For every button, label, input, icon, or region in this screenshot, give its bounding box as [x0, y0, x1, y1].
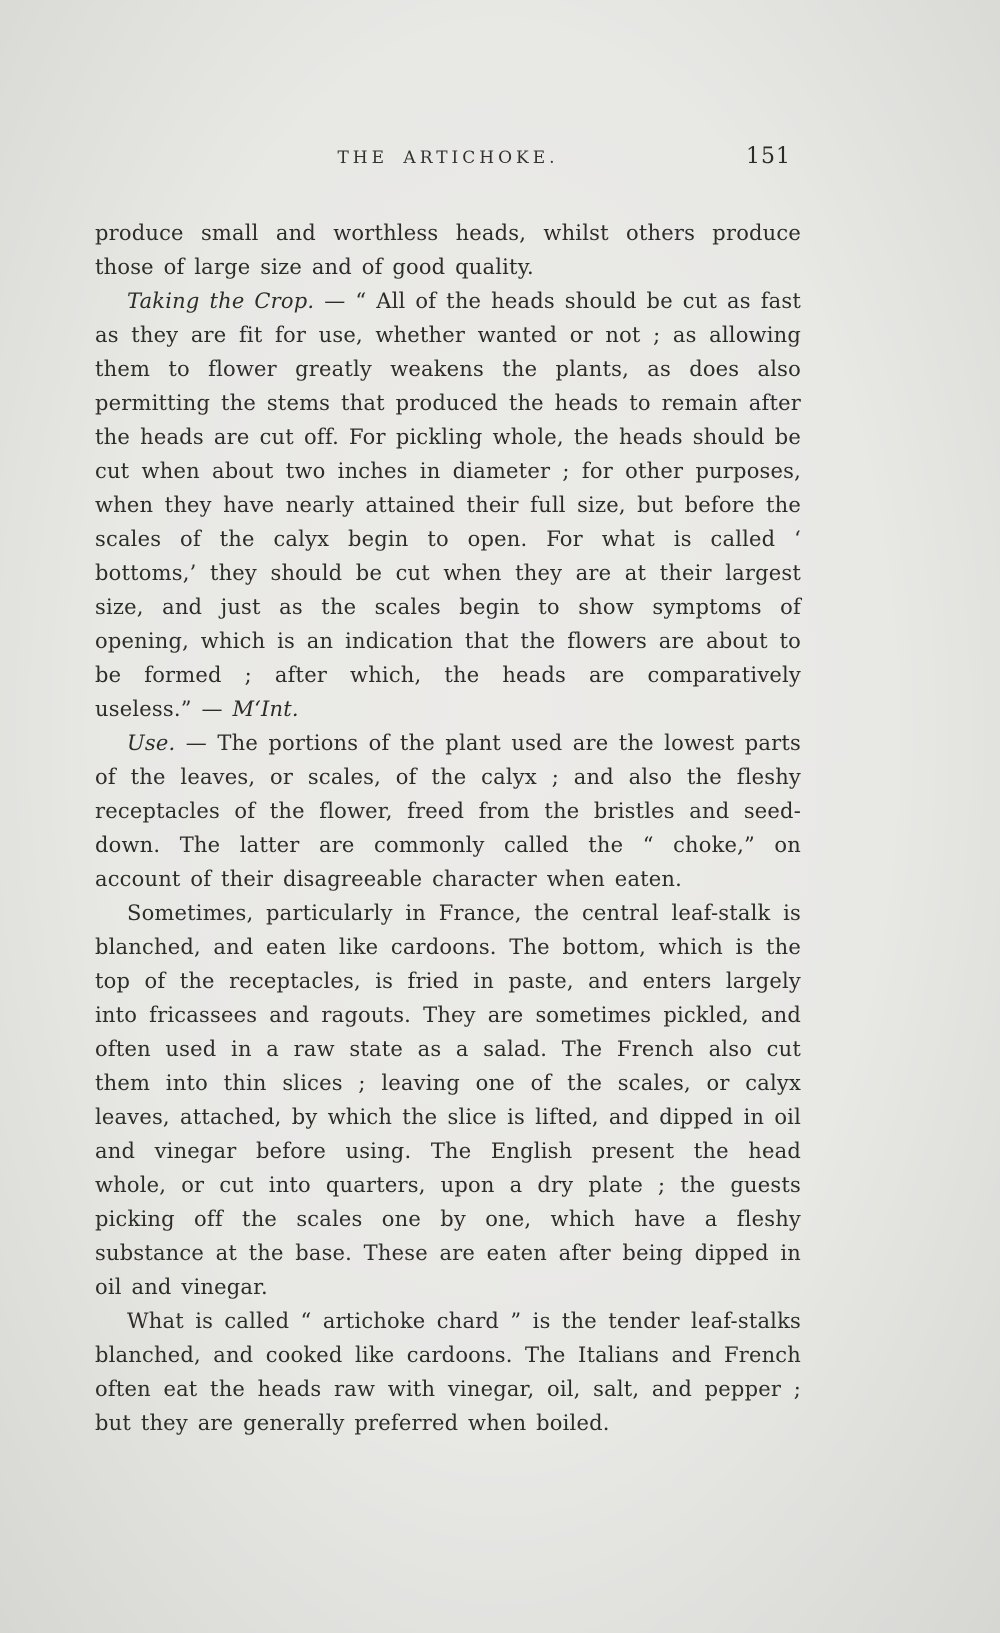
page-number: 151: [746, 144, 791, 169]
running-title: THE ARTICHOKE.: [337, 148, 559, 168]
page-header: [95, 144, 801, 178]
paragraph: [95, 1304, 801, 1440]
paragraph: [95, 896, 801, 1304]
body-text-segment: Sometimes, particularly in France, the central leaf-stalk is blanched, and eaten like cardoons. The bottom, which is the top of the receptacles, is fried in paste, and enters largely into fricassees and ragouts. They are sometimes pickled, and often used in a raw state as a salad. The French also cut them into thin slices ; leaving one of the scales, or calyx leaves, attached, by which the slice is lifted, and dipped in oil and vinegar before using. The English present the head whole, or cut into quarters, upon a dry plate ; the guests picking off the scales one by one, which have a fleshy substance at the base. These are eaten after being dipped in oil and vinegar.: [95, 901, 801, 1299]
body-text-segment: — The portions of the plant used are the lowest parts of the leaves, or scales, of the calyx ; and also the fleshy receptacles of the flower, freed from the bristles and seed-down. The latter are commonly called the “ choke,” on account of their disagreeable character when eaten.: [95, 731, 801, 891]
body-text-segment: What is called “ artichoke chard ” is the tender leaf-stalks blanched, and cooked like cardoons. The Italians and French often eat the heads raw with vinegar, oil, salt, and pepper ; but they are generally preferred when boiled.: [95, 1309, 801, 1435]
body-text-segment: — “ All of the heads should be cut as fast as they are fit for use, whether wanted or not ; as allowing them to flower greatly weakens the plants, as does also permitting the stems that produced the heads to remain after the heads are cut off. For pickling whole, the heads should be cut when about two inches in diameter ; for other purposes, when they have nearly attained their full size, but before the scales of the calyx begin to open. For what is called ‘ bottoms,’ they should be cut when they are at their largest size, and just as the scales begin to show symptoms of opening, which is an indication that the flowers are about to be formed ; after which, the heads are comparatively useless.” —: [95, 289, 802, 721]
paragraph: [95, 284, 801, 726]
paragraph: [95, 216, 801, 284]
text-column: [95, 0, 801, 1440]
page-body: [95, 216, 801, 1440]
italic-text: Taking the Crop.: [127, 289, 315, 313]
italic-text: Use.: [127, 731, 176, 755]
italic-text: M‘Int.: [232, 697, 299, 721]
paragraph: [95, 726, 801, 896]
body-text-segment: produce small and worthless heads, whilst others produce those of large size and of good quality.: [95, 221, 801, 279]
